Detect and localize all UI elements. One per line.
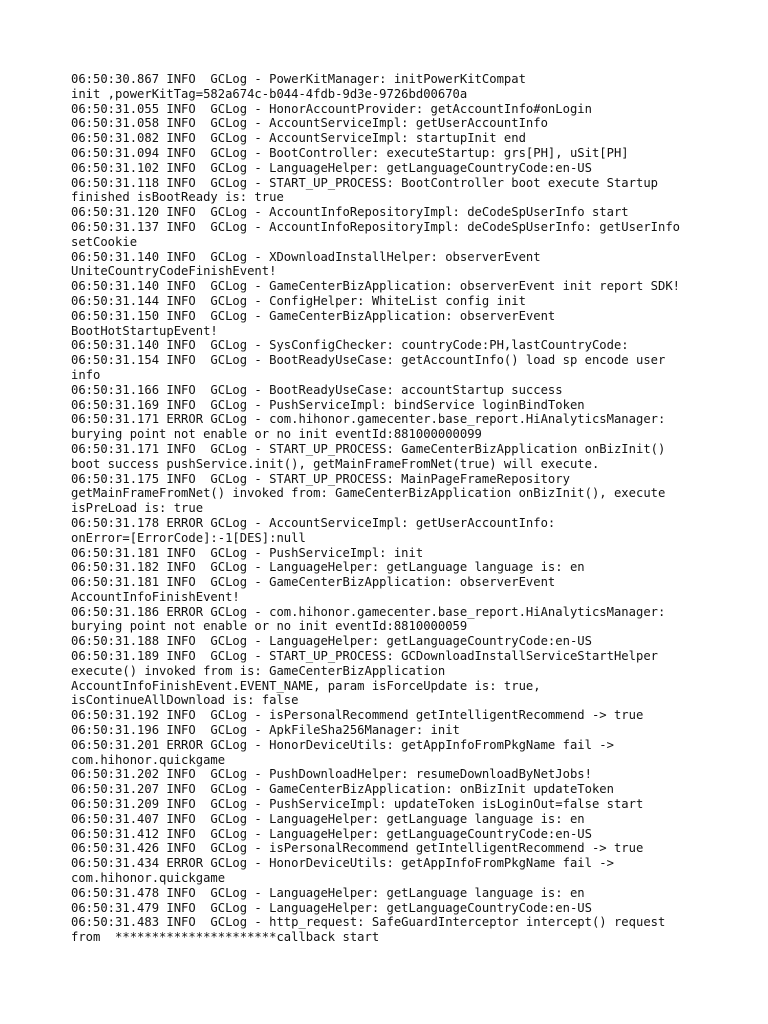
log-text: 06:50:30.867 INFO GCLog - PowerKitManager: initPowerKitCompat init ,powerKitTag=582a674c-b044-4fdb-9d3e-9726bd00670a 06:50:31.055 INFO GCLog - HonorAccountProvider: getAccountInfo#onLogin 06:50:31.058 INFO GCLog - AccountServiceImpl: getUserAccountInfo 06:50:31.082 INFO GCLog - AccountServiceImpl: startupInit end 06:50:31.094 INFO GCLog - BootController: executeStartup: grs[PH], uSit[PH] 06:50:31.102 INFO GCLog - LanguageHelper: getLanguageCountryCode:en-US 06:50:31.118 INFO GCLog - START_UP_PROCESS: BootController boot execute Startup finished isBootReady is: true 06:50:31.120 INFO GCLog - AccountInfoRepositoryImpl: deCodeSpUserInfo start 06:50:31.137 INFO GCLog - AccountInfoRepositoryImpl: deCodeSpUserInfo: getUserInfo setCookie 06:50:31.140 INFO GCLog - XDownloadInstallHelper: observerEvent UniteCountryCodeFinishEvent! 06:50:31.140 INFO GCLog - GameCenterBizApplication: observerEvent init report SDK! 06:50:31.144 INFO GCLog - ConfigHelper: WhiteList config init 06:50:31.150 INFO GCLog - GameCenterBizApplication: observerEvent BootHotStartupEvent! 06:50:31.140 INFO GCLog - SysConfigChecker: countryCode:PH,lastCountryCode: 06:50:31.154 INFO GCLog - BootReadyUseCase: getAccountInfo() load sp encode user info 06:50:31.166 INFO GCLog - BootReadyUseCase: accountStartup success 06:50:31.169 INFO GCLog - PushServiceImpl: bindService loginBindToken 06:50:31.171 ERROR GCLog - com.hihonor.gamecenter.base_report.HiAnalyticsManager: burying point not enable or no init eventId:881000000099 06:50:31.171 INFO GCLog - START_UP_PROCESS: GameCenterBizApplication onBizInit() boot success pushService.init(), getMainFrameFromNet(true) will execute. 06:50:31.175 INFO GCLog - START_UP_PROCESS: MainPageFrameRepository getMainFrameFromNet() invoked from: GameCenterBizApplication onBizInit(), execute isPreLoad is: true 06:50:31.178 ERROR GCLog - AccountServiceImpl: getUserAccountInfo: onError=[ErrorCode]:-1[DES]:null 06:50:31.181 INFO GCLog - PushServiceImpl: init 06:50:31.182 INFO GCLog - LanguageHelper: getLanguage language is: en 06:50:31.181 INFO GCLog - GameCenterBizApplication: observerEvent AccountInfoFinishEvent! 06:50:31.186 ERROR GCLog - com.hihonor.gamecenter.base_report.HiAnalyticsManager: burying point not enable or no init eventId:8810000059 06:50:31.188 INFO GCLog - LanguageHelper: getLanguageCountryCode:en-US 06:50:31.189 INFO GCLog - START_UP_PROCESS: GCDownloadInstallServiceStartHelper execute() invoked from is: GameCenterBizApplication AccountInfoFinishEvent.EVENT_NAME, param isForceUpdate is: true, isContinueAllDownload is: false 06:50:31.192 INFO GCLog - isPersonalRecommend getIntelligentRecommend -> true 06:50:31.196 INFO GCLog - ApkFileSha256Manager: init 06:50:31.201 ERROR GCLog - HonorDeviceUtils: getAppInfoFromPkgName fail -> com.hihonor.quickgame 06:50:31.202 INFO GCLog - PushDownloadHelper: resumeDownloadByNetJobs! 06:50:31.207 INFO GCLog - GameCenterBizApplication: onBizInit updateToken 06:50:31.209 INFO GCLog - PushServiceImpl: updateToken isLoginOut=false start 06:50:31.407 INFO GCLog - LanguageHelper: getLanguage language is: en 06:50:31.412 INFO GCLog - LanguageHelper: getLanguageCountryCode:en-US 06:50:31.426 INFO GCLog - isPersonalRecommend getIntelligentRecommend -> true 06:50:31.434 ERROR GCLog - HonorDeviceUtils: getAppInfoFromPkgName fail -> com.hihonor.quickgame 06:50:31.478 INFO GCLog - LanguageHelper: getLanguage language is: en 06:50:31.479 INFO GCLog - LanguageHelper: getLanguageCountryCode:en-US 06:50:31.483 INFO GCLog - http_request: SafeGuardInterceptor intercept() request from **********************callback start bbox=[71, 72, 681, 945]
document-page bbox=[71, 72, 711, 945]
